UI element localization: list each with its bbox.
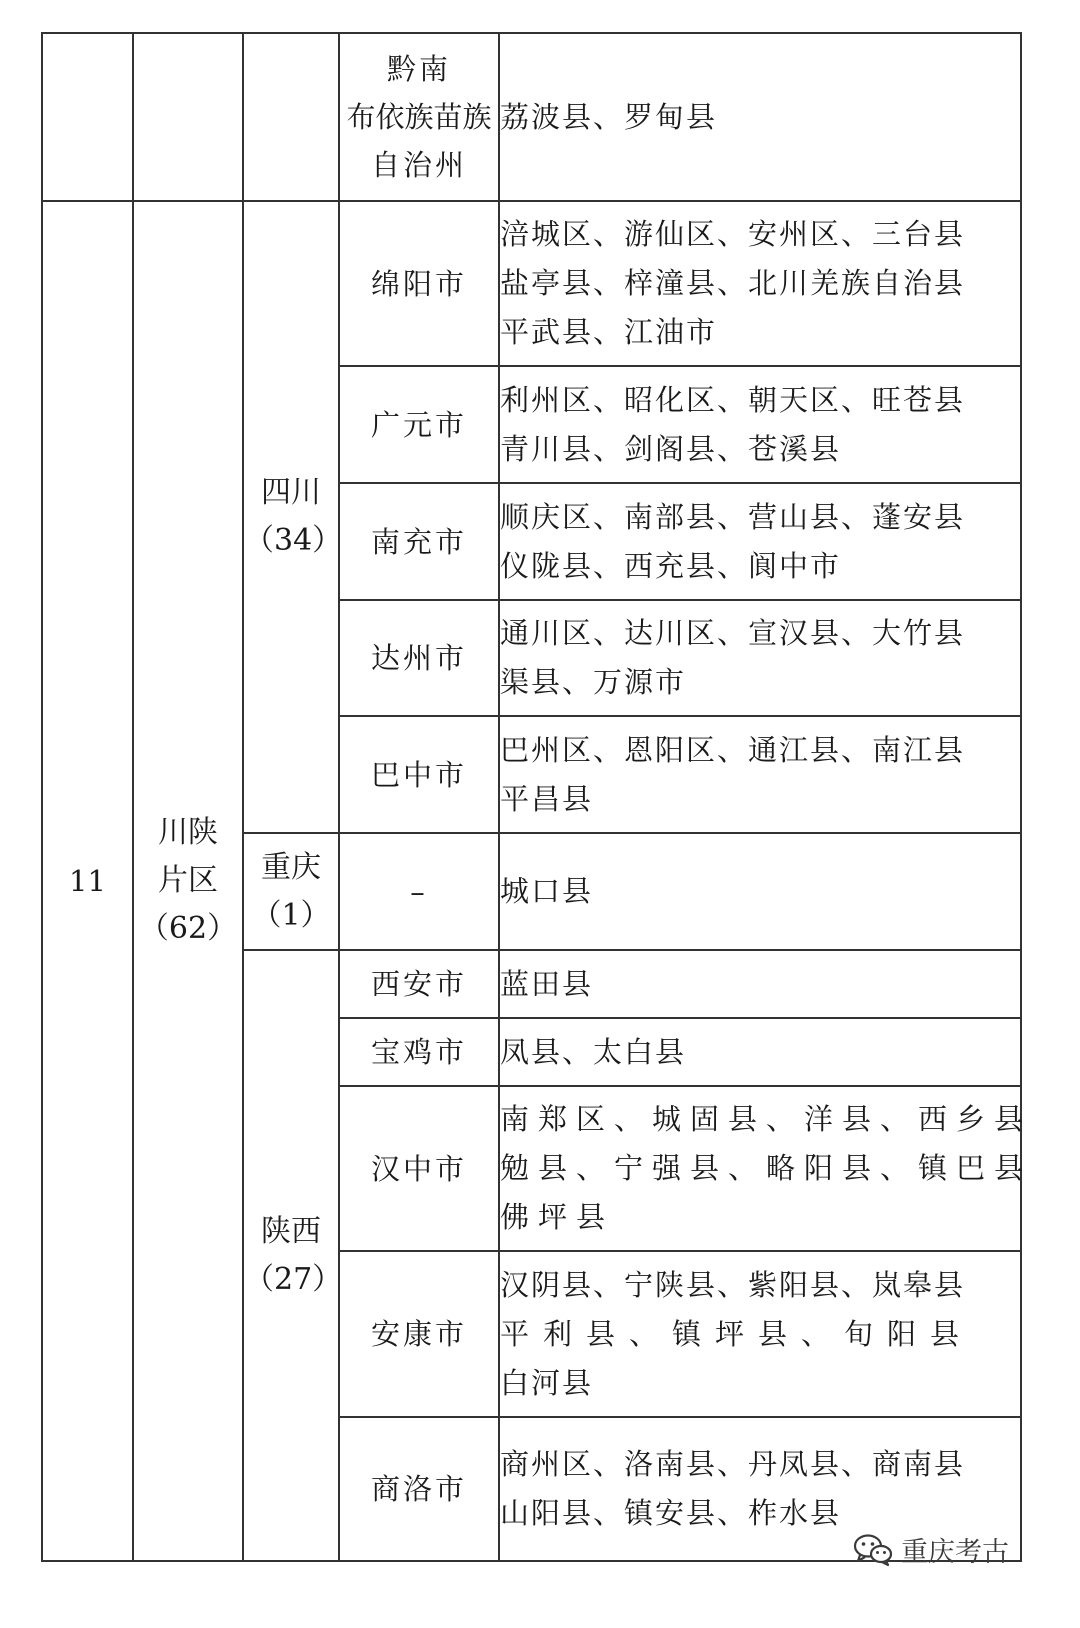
- counties-cell: 汉阴县、宁陕县、紫阳县、岚皋县 平利县、镇坪县、旬阳县 白河县: [499, 1251, 1021, 1417]
- counties-cell: 蓝田县: [499, 950, 1021, 1018]
- city-cell: 广元市: [339, 366, 499, 483]
- province-sichuan: 四川 （34）: [243, 201, 339, 833]
- area-name: 川陕 片区 （62）: [133, 201, 243, 1561]
- province-chongqing: 重庆 （1）: [243, 833, 339, 950]
- counties-cell: 通川区、达川区、宣汉县、大竹县 渠县、万源市: [499, 600, 1021, 716]
- city-cell: 安康市: [339, 1251, 499, 1417]
- city-cell: 达州市: [339, 600, 499, 716]
- city-cell: 南充市: [339, 483, 499, 600]
- counties-cell: 凤县、太白县: [499, 1018, 1021, 1086]
- watermark-text: 重庆考古: [901, 1537, 1009, 1568]
- watermark: [853, 1530, 1009, 1569]
- counties-cell: 涪城区、游仙区、安州区、三台县 盐亭县、梓潼县、北川羌族自治县 平武县、江油市: [499, 201, 1021, 366]
- counties-cell: 荔波县、罗甸县: [499, 33, 1021, 201]
- county-list-table: [41, 32, 1033, 1562]
- counties-cell: 顺庆区、南部县、营山县、蓬安县 仪陇县、西充县、阆中市: [499, 483, 1021, 600]
- city-cell: 商洛市: [339, 1417, 499, 1561]
- city-cell: 西安市: [339, 950, 499, 1018]
- wechat-icon: [853, 1533, 893, 1567]
- counties-cell: 商州区、洛南县、丹凤县、商南县 山阳县、镇安县、柞水县: [499, 1417, 1021, 1561]
- counties-cell: 城口县: [499, 833, 1021, 950]
- counties-cell: 利州区、昭化区、朝天区、旺苍县 青川县、剑阁县、苍溪县: [499, 366, 1021, 483]
- table-row: [42, 33, 1021, 201]
- number-cell: [42, 33, 133, 201]
- area-cell: [133, 33, 243, 201]
- province-shaanxi: 陕西 （27）: [243, 950, 339, 1561]
- counties-cell: 南郑区、城固县、洋县、西乡县 勉县、宁强县、略阳县、镇巴县 佛坪县: [499, 1086, 1021, 1251]
- table-row: [42, 201, 1021, 366]
- counties-cell: 巴州区、恩阳区、通江县、南江县 平昌县: [499, 716, 1021, 833]
- province-cell: [243, 33, 339, 201]
- city-cell: 汉中市: [339, 1086, 499, 1251]
- city-cell: 黔南 布依族苗族 自治州: [339, 33, 499, 201]
- section-number: 11: [42, 201, 133, 1561]
- city-cell: –: [339, 833, 499, 950]
- city-cell: 巴中市: [339, 716, 499, 833]
- city-cell: 宝鸡市: [339, 1018, 499, 1086]
- city-cell: 绵阳市: [339, 201, 499, 366]
